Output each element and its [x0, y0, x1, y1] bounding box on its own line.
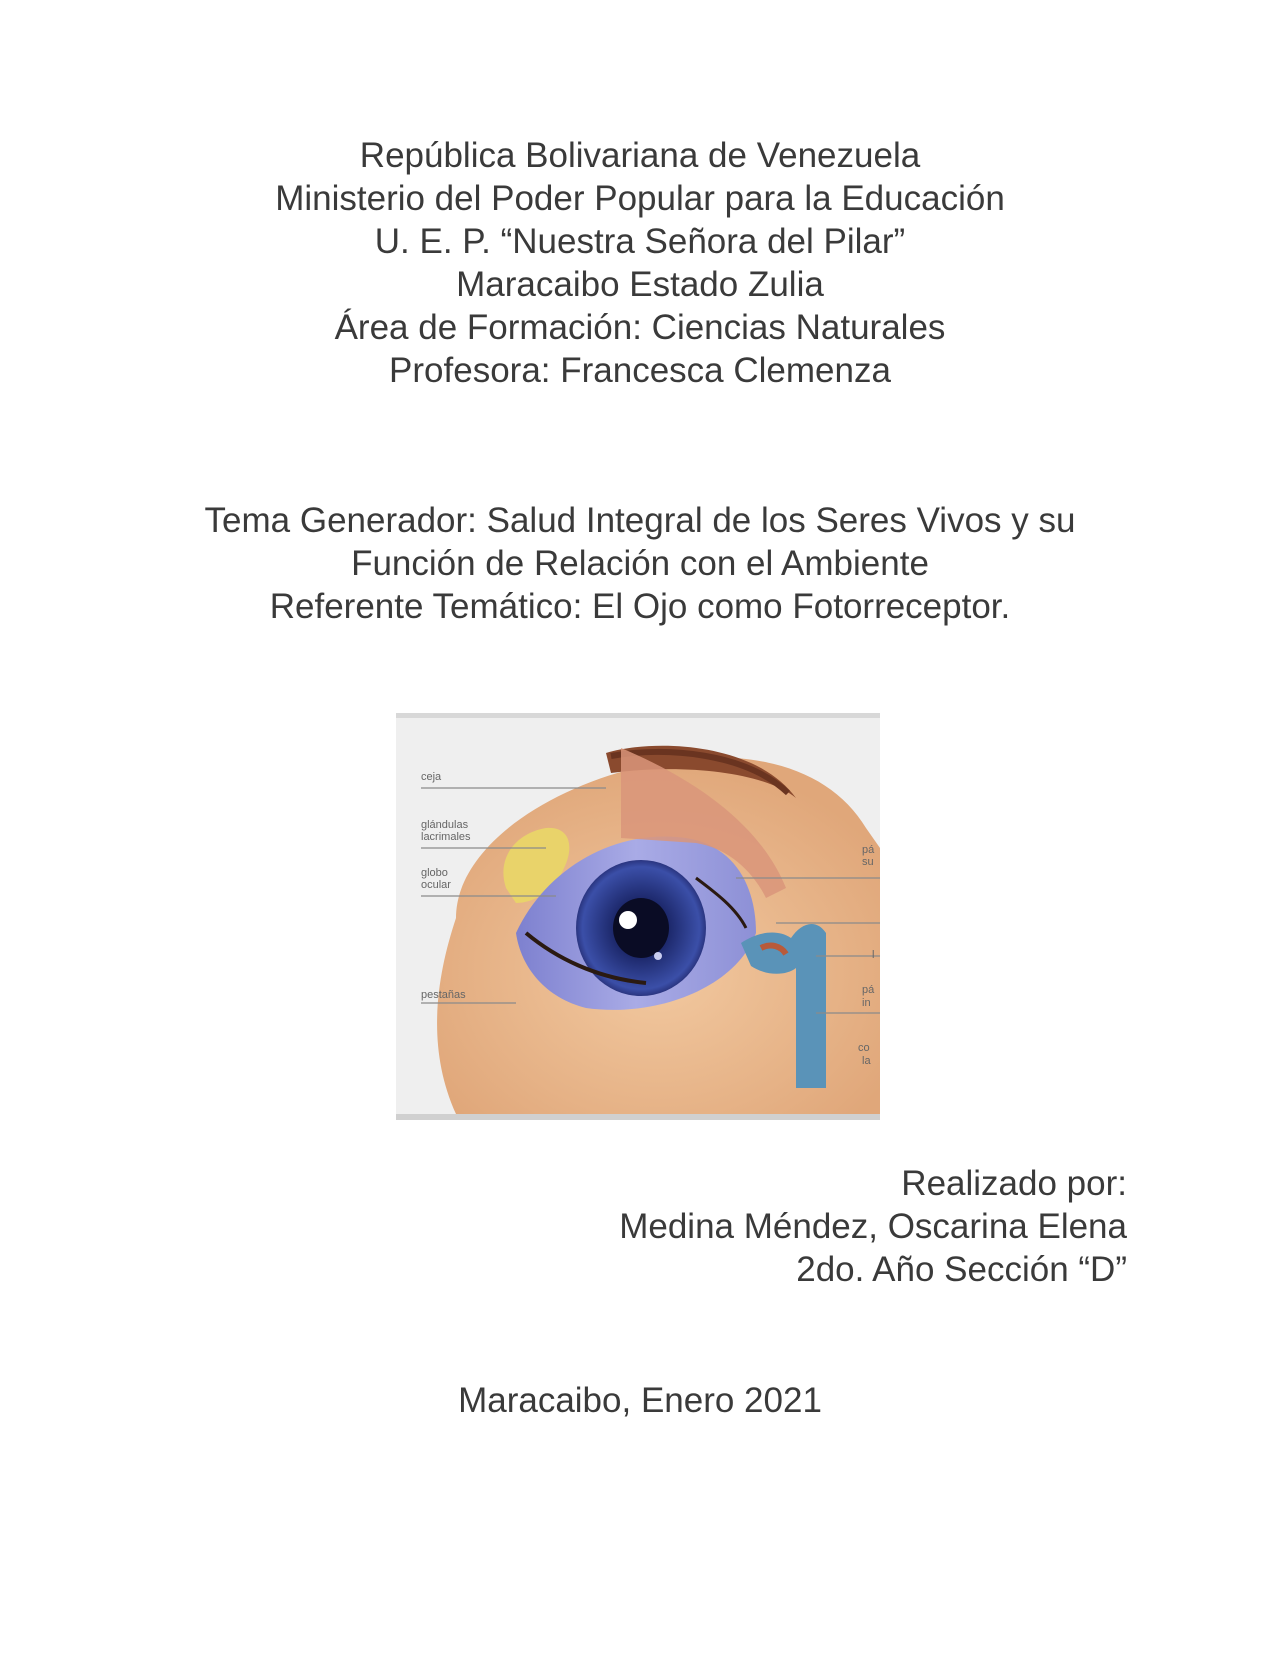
label-glandulas-2: lacrimales — [421, 831, 471, 843]
topic-line-1: Tema Generador: Salud Integral de los Seres Vivos y su — [204, 501, 1076, 540]
label-right-1a: pá — [862, 844, 875, 856]
label-right-3a: pá — [862, 984, 875, 996]
author-section: 2do. Año Sección “D” — [796, 1250, 1127, 1289]
topic-line-2: Función de Relación con el Ambiente — [351, 544, 929, 583]
teacher-line: Profesora: Francesca Clemenza — [389, 351, 891, 390]
label-globo-1: globo — [421, 867, 448, 879]
label-ceja: ceja — [421, 771, 442, 783]
school-line: U. E. P. “Nuestra Señora del Pilar” — [374, 222, 906, 261]
eye-anatomy-image — [396, 713, 880, 1120]
label-glandulas-1: glándulas — [421, 819, 469, 831]
author-heading: Realizado por: — [901, 1164, 1127, 1203]
country-line: República Bolivariana de Venezuela — [359, 136, 921, 175]
city-line: Maracaibo Estado Zulia — [456, 265, 824, 304]
ministry-line: Ministerio del Poder Popular para la Educación — [275, 179, 1005, 218]
label-right-3b: in — [862, 997, 871, 1009]
label-right-4a: co — [858, 1042, 870, 1054]
label-right-2: l — [872, 949, 875, 961]
eye-highlight — [619, 911, 637, 929]
pupil-shape — [613, 898, 669, 958]
label-pestanas: pestañas — [421, 989, 466, 1001]
label-globo-2: ocular — [421, 879, 451, 891]
label-right-4b: la — [862, 1055, 871, 1067]
topic-line-3: Referente Temático: El Ojo como Fotorreceptor. — [269, 587, 1011, 626]
author-name: Medina Méndez, Oscarina Elena — [619, 1207, 1127, 1246]
label-right-1b: su — [862, 856, 874, 868]
place-date: Maracaibo, Enero 2021 — [458, 1381, 822, 1420]
subject-line: Área de Formación: Ciencias Naturales — [334, 308, 946, 347]
